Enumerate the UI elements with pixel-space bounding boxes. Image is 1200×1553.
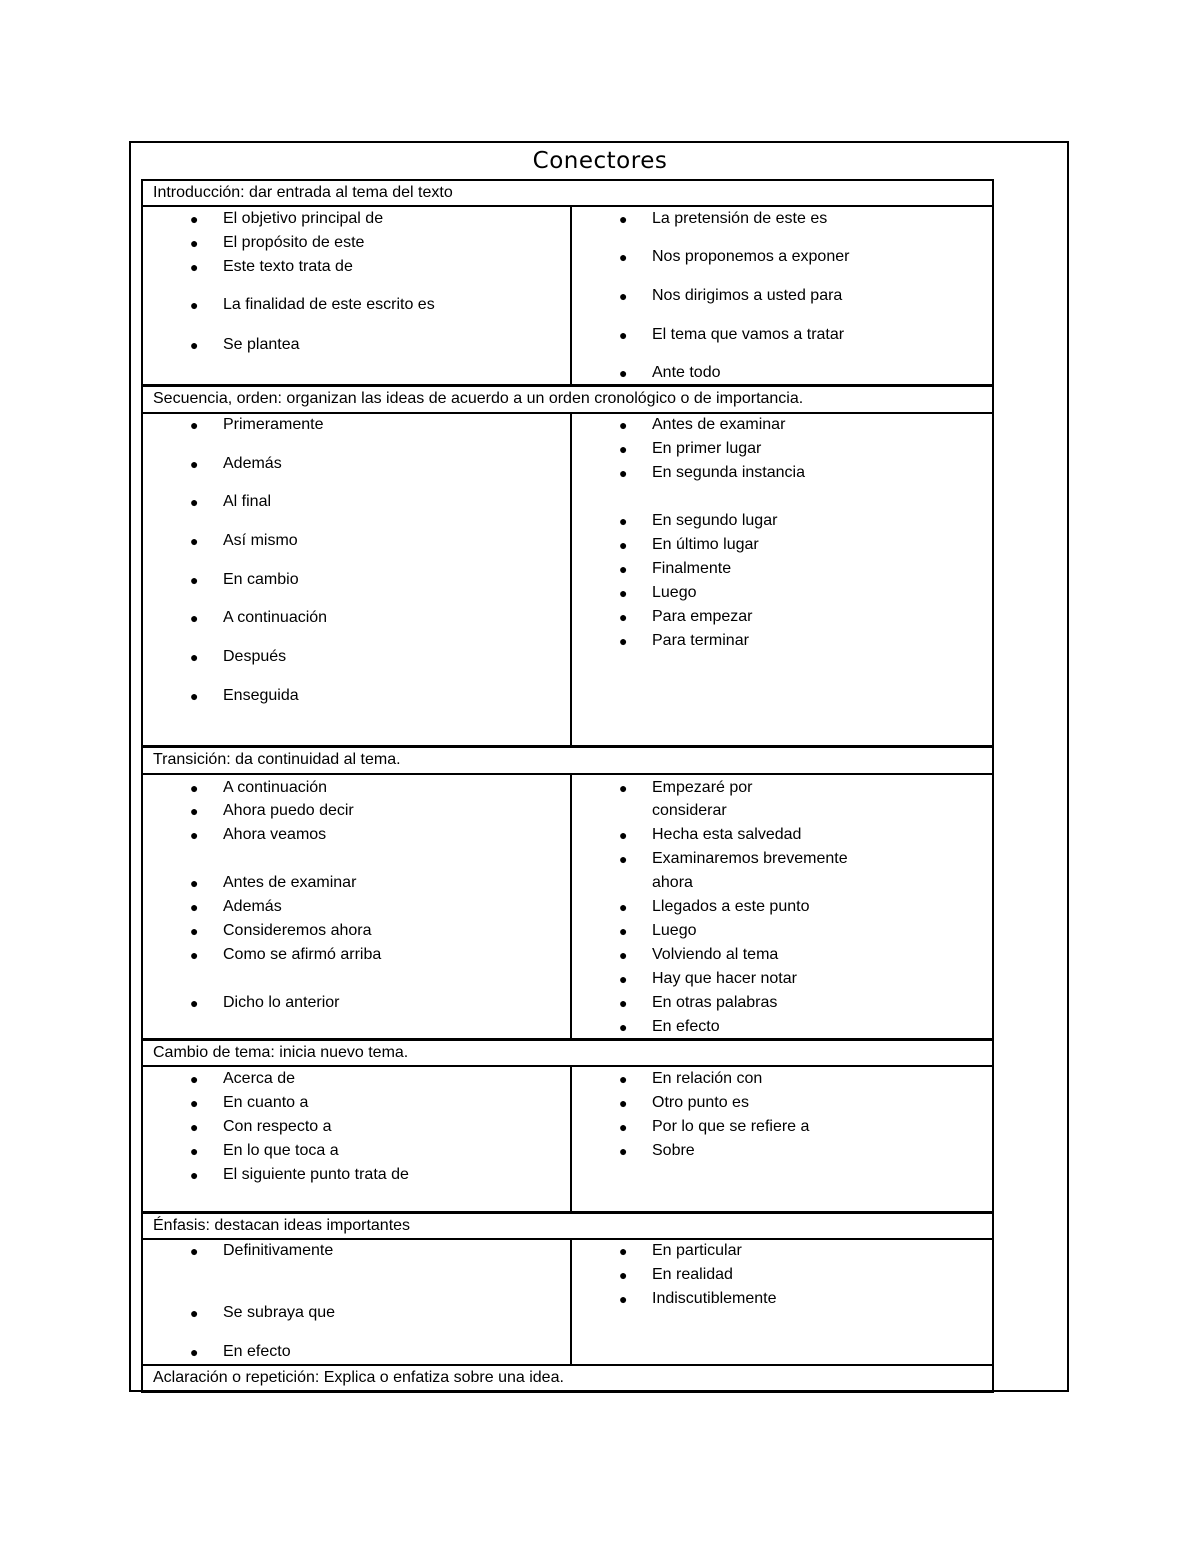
list-item: ● Además [190,898,282,915]
list-item: ● Nos dirigimos a usted para [619,287,843,304]
cell-transicion-left [141,775,572,1040]
cell-enfasis-left [141,1240,572,1366]
list-item: ● Primeramente [190,416,324,433]
list-item: ● Indiscutiblemente [619,1290,777,1307]
cell-cambio-right [570,1067,994,1213]
section-header-enfasis: Énfasis: destacan ideas importantes [141,1212,994,1240]
list-item: ● Empezaré por [619,779,753,796]
list-item: ● Se subraya que [190,1304,336,1321]
list-item: ● Dicho lo anterior [190,994,340,1011]
list-item: ● En segundo lugar [619,512,778,529]
list-item: ● Enseguida [190,687,299,704]
list-item: ● Hay que hacer notar [619,970,797,987]
list-item: ● Volviendo al tema [619,946,779,963]
list-item: ● En particular [619,1242,742,1259]
list-item: ● Antes de examinar [619,416,786,433]
list-item: ● Ahora veamos [190,826,327,843]
list-item: ● En relación con [619,1070,763,1087]
list-item: ● Acerca de [190,1070,296,1087]
list-item: ● Luego [619,922,697,939]
list-item: ● Así mismo [190,532,298,549]
page-title: Conectores [532,148,668,174]
list-item: ● Para empezar [619,608,753,625]
cell-enfasis-right [570,1240,994,1366]
list-item: ● Al final [190,493,272,510]
list-item: ● Consideremos ahora [190,922,372,939]
list-item: ● Sobre [619,1142,695,1159]
list-item: ● Antes de examinar [190,874,357,891]
list-item: ● Después [190,648,287,665]
list-item: ● En efecto [190,1343,291,1360]
list-item: ● A continuación [190,779,328,796]
list-item: ● En último lugar [619,536,759,553]
list-item-continuation: ahora [652,874,693,891]
list-item: ● Para terminar [619,632,749,649]
cell-secuencia-left [141,414,572,747]
list-item: ● El siguiente punto trata de [190,1166,409,1183]
section-header-aclaracion: Aclaración o repetición: Explica o enfatiza sobre una idea. [141,1364,994,1393]
list-item: ● Definitivamente [190,1242,334,1259]
list-item: ● En primer lugar [619,440,762,457]
list-item: ● En otras palabras [619,994,778,1011]
list-item: ● La pretensión de este es [619,210,828,227]
section-header-cambio-de-tema: Cambio de tema: inicia nuevo tema. [141,1039,994,1067]
list-item: ● Nos proponemos a exponer [619,248,850,265]
list-item: ● Además [190,455,282,472]
list-item: ● En cuanto a [190,1094,309,1111]
list-item: ● En efecto [619,1018,720,1035]
list-item: ● En cambio [190,571,299,588]
list-item: ● En lo que toca a [190,1142,339,1159]
list-item: ● Ante todo [619,364,721,381]
list-item: ● Por lo que se refiere a [619,1118,810,1135]
list-item-continuation: considerar [652,802,727,819]
section-header-introduccion: Introducción: dar entrada al tema del texto [141,179,994,207]
list-item: ● Otro punto es [619,1094,749,1111]
section-header-transicion: Transición: da continuidad al tema. [141,746,994,775]
list-item: ● Llegados a este punto [619,898,810,915]
list-item: ● En realidad [619,1266,733,1283]
list-item: ● En segunda instancia [619,464,805,481]
section-header-secuencia: Secuencia, orden: organizan las ideas de acuerdo a un orden cronológico o de importancia. [141,385,994,414]
list-item: ● Como se afirmó arriba [190,946,382,963]
list-item: ● Hecha esta salvedad [619,826,802,843]
list-item: ● Este texto trata de [190,258,353,275]
cell-cambio-left [141,1067,572,1213]
list-item: ● A continuación [190,609,328,626]
list-item: ● Se plantea [190,336,300,353]
list-item: ● Ahora puedo decir [190,802,354,819]
list-item: ● Luego [619,584,697,601]
list-item: ● Con respecto a [190,1118,332,1135]
list-item: ● La finalidad de este escrito es [190,296,435,313]
list-item: ● El propósito de este [190,234,365,251]
list-item: ● Examinaremos brevemente [619,850,848,867]
list-item: ● El tema que vamos a tratar [619,326,845,343]
list-item: ● Finalmente [619,560,732,577]
list-item: ● El objetivo principal de [190,210,384,227]
